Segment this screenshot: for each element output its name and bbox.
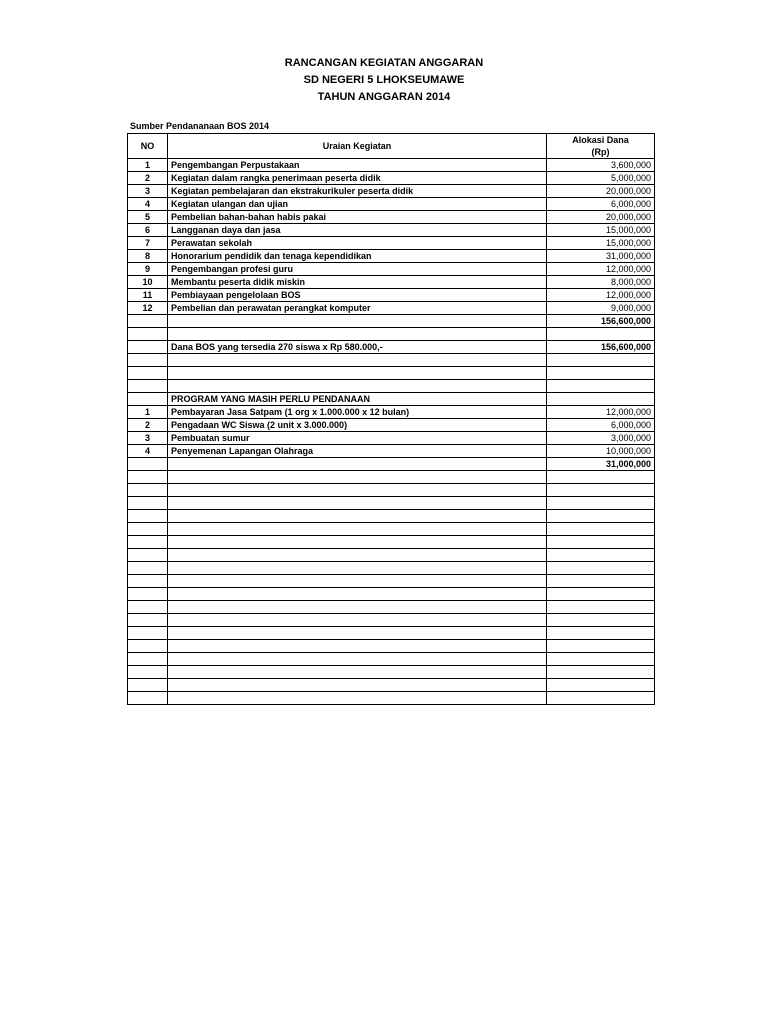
row-description-cell: Perawatan sekolah: [168, 237, 547, 250]
row-no-cell: [128, 536, 168, 549]
row-amount-cell: 156,600,000: [547, 341, 655, 354]
table-row: [128, 289, 655, 302]
table-row: [128, 653, 655, 666]
row-description-cell: [168, 367, 547, 380]
table-row: [128, 601, 655, 614]
table-row: [128, 276, 655, 289]
table-row: [128, 523, 655, 536]
table-row: [128, 692, 655, 705]
header-amount-line-1: Alokasi Dana: [572, 135, 629, 145]
row-amount-cell: [547, 484, 655, 497]
row-amount-cell: 9,000,000: [547, 302, 655, 315]
row-description-cell: Pembelian dan perawatan perangkat komputer: [168, 302, 547, 315]
row-no-cell: [128, 588, 168, 601]
row-no-cell: [128, 562, 168, 575]
row-description-cell: PROGRAM YANG MASIH PERLU PENDANAAN: [168, 393, 547, 406]
row-no-cell: [128, 367, 168, 380]
row-amount-cell: 3,000,000: [547, 432, 655, 445]
table-row: [128, 458, 655, 471]
row-no-cell: [128, 653, 168, 666]
row-no-cell: 4: [128, 445, 168, 458]
table-row: [128, 510, 655, 523]
row-amount-cell: [547, 510, 655, 523]
row-amount-cell: 12,000,000: [547, 406, 655, 419]
row-description-cell: [168, 614, 547, 627]
row-description-cell: [168, 380, 547, 393]
table-row: [128, 263, 655, 276]
title-line-3: TAHUN ANGGARAN 2014: [317, 91, 451, 103]
title-line-1: RANCANGAN KEGIATAN ANGGARAN: [284, 57, 484, 69]
row-amount-cell: 31,000,000: [547, 250, 655, 263]
row-description-cell: Pembiayaan pengelolaan BOS: [168, 289, 547, 302]
row-no-cell: [128, 601, 168, 614]
row-no-cell: 7: [128, 237, 168, 250]
row-amount-cell: [547, 328, 655, 341]
row-description-cell: Penyemenan Lapangan Olahraga: [168, 445, 547, 458]
table-row: [128, 367, 655, 380]
row-no-cell: [128, 523, 168, 536]
table-row: [128, 575, 655, 588]
row-amount-cell: [547, 653, 655, 666]
row-no-cell: [128, 575, 168, 588]
row-no-cell: 1: [128, 159, 168, 172]
row-amount-cell: 15,000,000: [547, 224, 655, 237]
row-description-cell: [168, 484, 547, 497]
table-row: [128, 198, 655, 211]
row-amount-cell: 12,000,000: [547, 289, 655, 302]
row-no-cell: 2: [128, 172, 168, 185]
row-no-cell: 5: [128, 211, 168, 224]
row-amount-cell: [547, 367, 655, 380]
row-no-cell: 3: [128, 432, 168, 445]
row-no-cell: [128, 510, 168, 523]
table-row: [128, 640, 655, 653]
table-row: [128, 315, 655, 328]
row-amount-cell: 20,000,000: [547, 185, 655, 198]
table-row: [128, 224, 655, 237]
table-row: [128, 497, 655, 510]
table-row: [128, 172, 655, 185]
row-no-cell: [128, 458, 168, 471]
row-no-cell: [128, 614, 168, 627]
budget-table: [127, 133, 655, 705]
table-row: [128, 406, 655, 419]
row-description-cell: [168, 510, 547, 523]
row-description-cell: Kegiatan ulangan dan ujian: [168, 198, 547, 211]
table-row: [128, 328, 655, 341]
row-amount-cell: 15,000,000: [547, 237, 655, 250]
row-description-cell: [168, 601, 547, 614]
table-row: [128, 250, 655, 263]
row-no-cell: [128, 484, 168, 497]
row-description-cell: Pembuatan sumur: [168, 432, 547, 445]
row-description-cell: Dana BOS yang tersedia 270 siswa x Rp 580.000,-: [168, 341, 547, 354]
table-row: [128, 380, 655, 393]
row-amount-cell: 6,000,000: [547, 419, 655, 432]
row-description-cell: [168, 354, 547, 367]
table-row: [128, 536, 655, 549]
row-no-cell: [128, 354, 168, 367]
row-description-cell: [168, 523, 547, 536]
row-amount-cell: 8,000,000: [547, 276, 655, 289]
row-no-cell: 1: [128, 406, 168, 419]
row-description-cell: [168, 627, 547, 640]
row-amount-cell: [547, 536, 655, 549]
table-row: [128, 393, 655, 406]
table-row: [128, 341, 655, 354]
table-row: [128, 562, 655, 575]
row-no-cell: 9: [128, 263, 168, 276]
row-amount-cell: 20,000,000: [547, 211, 655, 224]
row-amount-cell: 3,600,000: [547, 159, 655, 172]
table-row: [128, 614, 655, 627]
row-amount-cell: [547, 380, 655, 393]
row-no-cell: [128, 393, 168, 406]
row-amount-cell: [547, 562, 655, 575]
row-no-cell: 2: [128, 419, 168, 432]
funding-source-label: Sumber Pendananaan BOS 2014: [130, 121, 270, 131]
row-description-cell: [168, 640, 547, 653]
table-row: [128, 679, 655, 692]
table-header-row: [128, 134, 655, 159]
row-amount-cell: [547, 549, 655, 562]
header-description: Uraian Kegiatan: [168, 134, 547, 159]
row-amount-cell: 5,000,000: [547, 172, 655, 185]
table-row: [128, 354, 655, 367]
row-description-cell: Membantu peserta didik miskin: [168, 276, 547, 289]
row-no-cell: 6: [128, 224, 168, 237]
row-description-cell: Pembelian bahan-bahan habis pakai: [168, 211, 547, 224]
row-amount-cell: [547, 679, 655, 692]
table-row: [128, 627, 655, 640]
row-no-cell: [128, 380, 168, 393]
row-no-cell: [128, 471, 168, 484]
table-body: [128, 159, 655, 705]
table-row: [128, 445, 655, 458]
header-no: NO: [128, 134, 168, 159]
row-no-cell: [128, 341, 168, 354]
row-amount-cell: 6,000,000: [547, 198, 655, 211]
table-row: [128, 211, 655, 224]
row-amount-cell: [547, 692, 655, 705]
row-amount-cell: [547, 497, 655, 510]
row-amount-cell: 10,000,000: [547, 445, 655, 458]
row-description-cell: Pengadaan WC Siswa (2 unit x 3.000.000): [168, 419, 547, 432]
row-amount-cell: [547, 640, 655, 653]
table-row: [128, 302, 655, 315]
table-row: [128, 237, 655, 250]
row-no-cell: [128, 627, 168, 640]
row-no-cell: [128, 549, 168, 562]
row-amount-cell: [547, 601, 655, 614]
row-description-cell: Pengembangan profesi guru: [168, 263, 547, 276]
row-amount-cell: [547, 354, 655, 367]
row-no-cell: 4: [128, 198, 168, 211]
row-no-cell: 8: [128, 250, 168, 263]
row-amount-cell: 156,600,000: [547, 315, 655, 328]
row-description-cell: [168, 692, 547, 705]
row-no-cell: [128, 497, 168, 510]
table-row: [128, 549, 655, 562]
row-no-cell: [128, 315, 168, 328]
row-description-cell: [168, 315, 547, 328]
row-no-cell: 3: [128, 185, 168, 198]
row-no-cell: [128, 679, 168, 692]
row-amount-cell: [547, 588, 655, 601]
row-description-cell: [168, 458, 547, 471]
row-description-cell: Pembayaran Jasa Satpam (1 org x 1.000.000 x 12 bulan): [168, 406, 547, 419]
row-description-cell: [168, 328, 547, 341]
row-no-cell: [128, 640, 168, 653]
row-no-cell: [128, 692, 168, 705]
row-description-cell: [168, 666, 547, 679]
row-description-cell: [168, 653, 547, 666]
header-amount-line-2: (Rp): [591, 147, 610, 157]
row-description-cell: [168, 471, 547, 484]
row-amount-cell: [547, 523, 655, 536]
row-no-cell: 12: [128, 302, 168, 315]
row-amount-cell: [547, 471, 655, 484]
table-row: [128, 159, 655, 172]
table-row: [128, 185, 655, 198]
row-description-cell: [168, 679, 547, 692]
table-row: [128, 432, 655, 445]
row-amount-cell: [547, 627, 655, 640]
header-amount: [547, 134, 655, 159]
row-no-cell: [128, 328, 168, 341]
title-line-2: SD NEGERI 5 LHOKSEUMAWE: [303, 74, 465, 86]
row-description-cell: [168, 536, 547, 549]
row-description-cell: Honorarium pendidik dan tenaga kependidikan: [168, 250, 547, 263]
table-row: [128, 588, 655, 601]
row-no-cell: [128, 666, 168, 679]
table-row: [128, 484, 655, 497]
row-amount-cell: 31,000,000: [547, 458, 655, 471]
row-no-cell: 10: [128, 276, 168, 289]
row-amount-cell: [547, 575, 655, 588]
row-description-cell: [168, 562, 547, 575]
table-row: [128, 666, 655, 679]
row-description-cell: [168, 588, 547, 601]
row-description-cell: Kegiatan pembelajaran dan ekstrakurikuler peserta didik: [168, 185, 547, 198]
row-amount-cell: 12,000,000: [547, 263, 655, 276]
row-description-cell: Langganan daya dan jasa: [168, 224, 547, 237]
document-heading: [0, 55, 768, 106]
row-description-cell: [168, 497, 547, 510]
table-row: [128, 471, 655, 484]
row-no-cell: 11: [128, 289, 168, 302]
row-description-cell: [168, 575, 547, 588]
row-amount-cell: [547, 614, 655, 627]
table-row: [128, 419, 655, 432]
row-description-cell: Pengembangan Perpustakaan: [168, 159, 547, 172]
row-description-cell: Kegiatan dalam rangka penerimaan peserta didik: [168, 172, 547, 185]
row-description-cell: [168, 549, 547, 562]
row-amount-cell: [547, 393, 655, 406]
row-amount-cell: [547, 666, 655, 679]
